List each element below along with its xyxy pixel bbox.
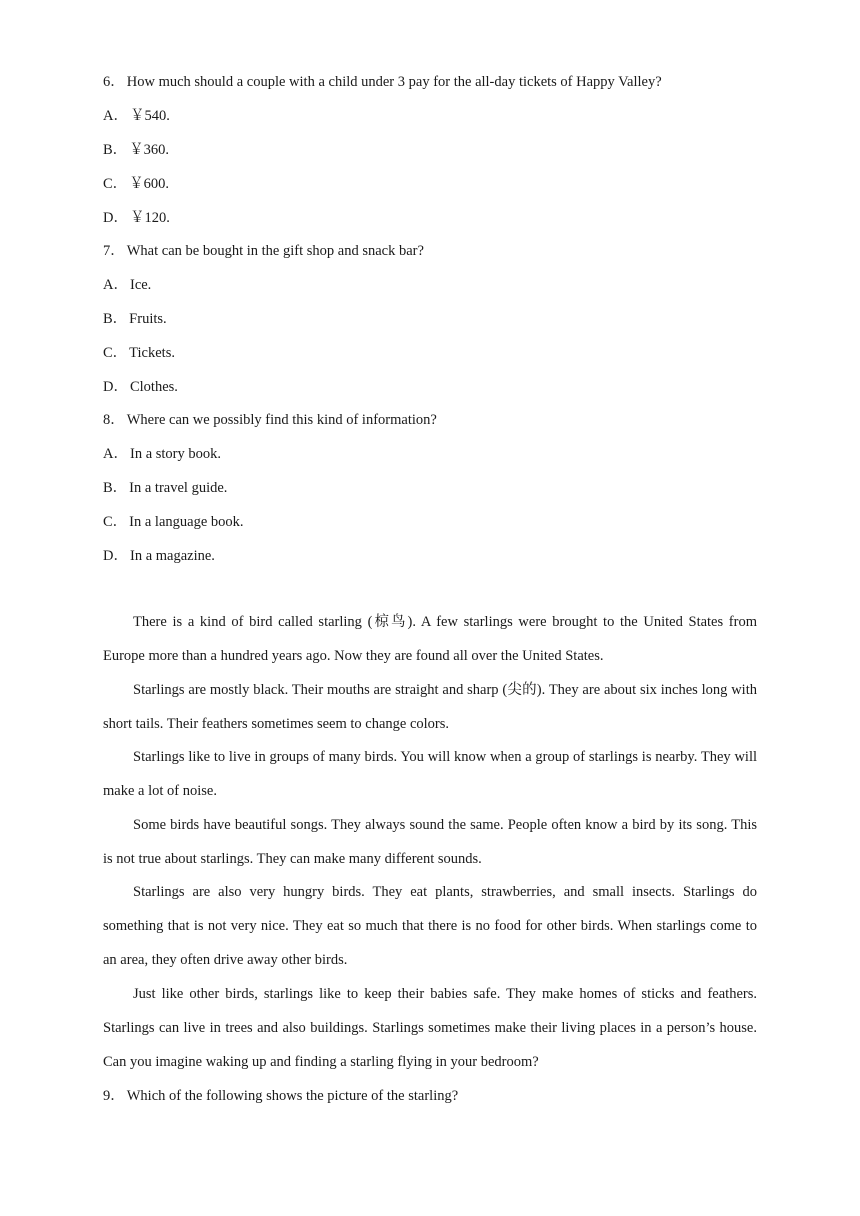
paragraph-text: Starlings are also very hungry birds. They eat plants, strawberries, and small insects. Starlings do something that is not very nice. They eat so much that there is no food for other birds. When starlings come to an area, they often drive away other birds. <box>103 884 757 968</box>
option-letter: A． <box>103 446 128 462</box>
option-text: In a story book. <box>129 446 221 462</box>
option-text: ￥540. <box>129 108 170 124</box>
option-text: ￥600. <box>129 176 170 192</box>
option-8c <box>103 512 757 532</box>
option-6d <box>103 208 757 228</box>
option-8d <box>103 546 757 566</box>
paragraph-text: Starlings are mostly black. Their mouths are straight and sharp (尖的). They are about six inches long with short tails. Their feathers sometimes seem to change colors. <box>103 682 757 732</box>
option-text: Ice. <box>129 277 152 293</box>
option-letter: D． <box>103 210 128 226</box>
passage-paragraph-5 <box>103 876 757 977</box>
passage-paragraph-6 <box>103 978 757 1079</box>
question-number: 9． <box>103 1088 125 1104</box>
option-letter: D． <box>103 548 128 564</box>
question-text: What can be bought in the gift shop and snack bar? <box>126 243 424 259</box>
option-text: In a language book. <box>129 514 244 530</box>
option-letter: C． <box>103 176 128 192</box>
paragraph-text: Just like other birds, starlings like to keep their babies safe. They make homes of sticks and feathers. Starlings can live in trees and also buildings. Starlings sometimes make their living places in a person’s house. Can you imagine waking up and finding a starling flying in your bedroom? <box>103 986 757 1070</box>
paragraph-text: Starlings like to live in groups of many birds. You will know when a group of starlings is nearby. They will make a lot of noise. <box>103 749 757 799</box>
option-letter: C． <box>103 514 128 530</box>
option-letter: B． <box>103 311 128 327</box>
question-7 <box>103 241 757 261</box>
option-text: ￥360. <box>129 142 170 158</box>
question-text: Where can we possibly find this kind of information? <box>126 412 437 428</box>
option-8b <box>103 478 757 498</box>
passage-paragraph-3 <box>103 741 757 809</box>
option-8a <box>103 444 757 464</box>
paragraph-text: There is a kind of bird called starling (椋鸟). A few starlings were brought to the United States from Europe more than a hundred years ago. Now they are found all over the United States. <box>103 614 757 664</box>
option-letter: A． <box>103 108 128 124</box>
option-6c <box>103 174 757 194</box>
option-letter: D． <box>103 379 128 395</box>
question-text: Which of the following shows the picture of the starling? <box>126 1088 459 1104</box>
question-number: 8． <box>103 412 125 428</box>
option-letter: C． <box>103 345 128 361</box>
option-text: In a magazine. <box>129 548 215 564</box>
passage-paragraph-4 <box>103 809 757 877</box>
option-letter: A． <box>103 277 128 293</box>
question-number: 7． <box>103 243 125 259</box>
question-text: How much should a couple with a child under 3 pay for the all-day tickets of Happy Valley? <box>126 74 662 90</box>
paragraph-text: Some birds have beautiful songs. They always sound the same. People often know a bird by its song. This is not true about starlings. They can make many different sounds. <box>103 817 757 867</box>
option-7d <box>103 377 757 397</box>
question-8 <box>103 410 757 430</box>
question-6 <box>103 72 757 92</box>
option-6a <box>103 106 757 126</box>
option-text: ￥120. <box>129 210 170 226</box>
option-text: Fruits. <box>129 311 167 327</box>
option-7b <box>103 309 757 329</box>
question-number: 6． <box>103 74 125 90</box>
option-text: Tickets. <box>129 345 175 361</box>
option-7a <box>103 275 757 295</box>
question-9 <box>103 1086 757 1106</box>
passage-paragraph-1 <box>103 606 757 674</box>
option-text: In a travel guide. <box>129 480 228 496</box>
option-7c <box>103 343 757 363</box>
option-letter: B． <box>103 480 128 496</box>
option-6b <box>103 140 757 160</box>
option-letter: B． <box>103 142 128 158</box>
passage-paragraph-2 <box>103 674 757 742</box>
option-text: Clothes. <box>129 379 178 395</box>
